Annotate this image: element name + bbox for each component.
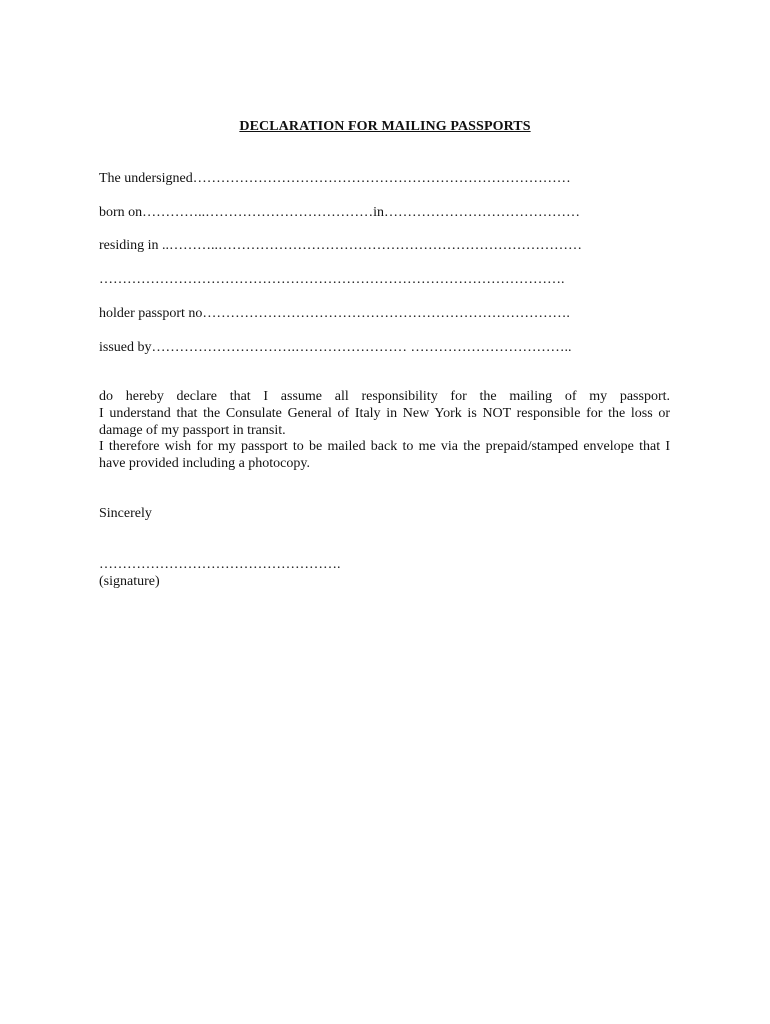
passport-number-field: holder passport no……………………………………………………………………. [99, 306, 570, 321]
born-on-field: born on…………..………………………………in…………………………………… [99, 205, 581, 220]
signature-label: (signature) [99, 574, 160, 589]
closing-text: Sincerely [99, 506, 152, 521]
residing-in-field: residing in ..………..…………………………………………………………………… [99, 238, 582, 253]
undersigned-field: The undersigned……………………………………………………………………… [99, 171, 571, 186]
declaration-body [99, 389, 670, 473]
issued-by-field: issued by………………………….…………………… …………………………….. [99, 340, 572, 355]
signature-line: ……………………………………………. [99, 557, 341, 572]
address-continued-field: ………………………………………………………………………………………. [99, 272, 565, 287]
declaration-line-1: do hereby declare that I assume all responsibility for the mailing of my passport. [99, 389, 670, 404]
declaration-line-2: I understand that the Consulate General of Italy in New York is NOT responsible for the loss or damage of my passport in transit. [99, 405, 670, 438]
document-title: DECLARATION FOR MAILING PASSPORTS [239, 119, 531, 134]
declaration-line-3: I therefore wish for my passport to be mailed back to me via the prepaid/stamped envelope that I have provided including a photocopy. [99, 439, 670, 472]
